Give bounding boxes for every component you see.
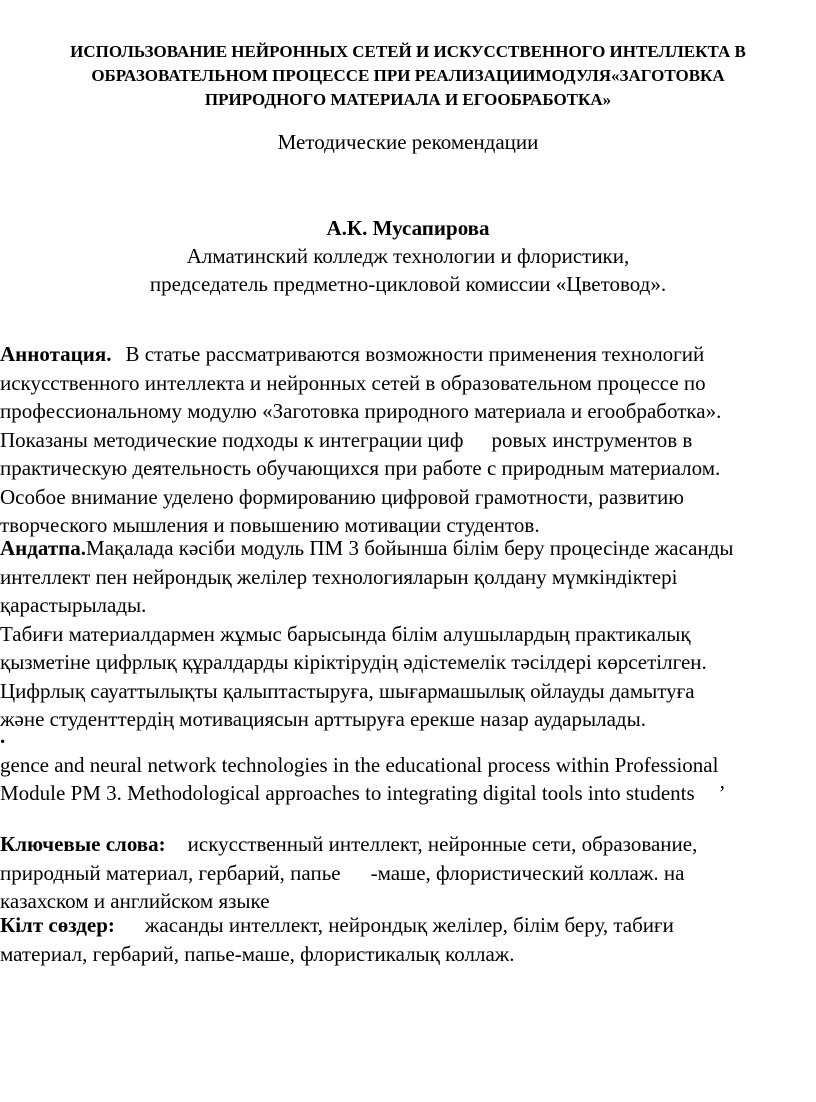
keywords-ru-section bbox=[0, 830, 816, 916]
document-subtitle: Методические рекомендации bbox=[277, 130, 539, 154]
annotation-text: В статье рассматриваются возможности применения технологий bbox=[125, 342, 705, 366]
andatpa-text: Мақалада кәсіби модуль ПМ 3 бойынша білім беру процесінде жасанды bbox=[86, 536, 734, 560]
keywords-ru-text: казахском и английском языке bbox=[0, 889, 270, 913]
andatpa-section bbox=[0, 534, 816, 734]
english-text: Module PM 3. Methodological approaches to integrating digital tools into students bbox=[0, 781, 695, 805]
author-name: А.К. Мусапирова bbox=[326, 216, 490, 240]
annotation-text: искусственного интеллекта и нейронных сетей в образовательном процессе по bbox=[0, 370, 706, 395]
title-line: ИСПОЛЬЗОВАНИЕ НЕЙРОННЫХ СЕТЕЙ И ИСКУССТВЕННОГО ИНТЕЛЛЕКТА В bbox=[70, 42, 746, 61]
english-text: ’ bbox=[718, 781, 726, 805]
annotation-text: Показаны методические подходы к интеграции циф bbox=[0, 427, 464, 452]
annotation-text: Особое внимание уделено формированию цифровой грамотности, развитию bbox=[0, 484, 684, 509]
title-line: ПРИРОДНОГО МАТЕРИАЛА И ЕГООБРАБОТКА» bbox=[204, 90, 612, 109]
andatpa-text: және студенттердің мотивациясын арттыруға ерекше назар аударылады. bbox=[0, 707, 646, 731]
keywords-kz-section bbox=[0, 911, 816, 968]
andatpa-label: Андатпа. bbox=[0, 536, 87, 560]
andatpa-text: Цифрлық сауаттылықты қалыптастыруға, шығармашылық ойлауды дамытуға bbox=[0, 678, 695, 703]
annotation-label: Аннотация. bbox=[0, 342, 112, 366]
annotation-text: практическую деятельность обучающихся при работе с природным материалом. bbox=[0, 456, 721, 480]
keywords-kz-label: Кілт сөздер: bbox=[0, 913, 115, 937]
title-line: ОБРАЗОВАТЕЛЬНОМ ПРОЦЕССЕ ПРИ РЕАЛИЗАЦИИМОДУЛЯ«ЗАГОТОВКА bbox=[91, 66, 725, 85]
keywords-kz-text: жасанды интеллект, нейрондық желілер, білім беру, табиғи bbox=[144, 913, 674, 937]
keywords-ru-text: природный материал, гербарий, папье bbox=[0, 860, 341, 885]
abstract-english bbox=[0, 722, 816, 808]
keywords-kz-text: материал, гербарий, папье-маше, флористикалық коллаж. bbox=[0, 941, 515, 966]
document-title bbox=[0, 40, 816, 112]
annotation-section bbox=[0, 340, 816, 540]
author-affiliation: Алматинский колледж технологии и флористики, bbox=[186, 244, 630, 268]
annotation-text: ровых инструментов в bbox=[491, 427, 693, 452]
author-block bbox=[0, 214, 816, 298]
andatpa-text: қарастырылады. bbox=[0, 593, 147, 617]
andatpa-text: қызметіне цифрлық құралдарды кіріктірудің әдістемелік тәсілдері көрсетілген. bbox=[0, 650, 707, 674]
author-position: председатель предметно-цикловой комиссии «Цветовод». bbox=[149, 272, 667, 296]
keywords-ru-text: -маше, флористический коллаж. на bbox=[370, 860, 685, 885]
andatpa-text: Табиғи материалдармен жұмыс барысында білім алушылардың практикалық bbox=[0, 621, 691, 646]
annotation-text: творческого мышления и повышению мотивации студентов. bbox=[0, 513, 540, 537]
annotation-text: профессиональному модулю «Заготовка природного материала и егообработка». bbox=[0, 399, 722, 423]
keywords-ru-text: искусственный интеллект, нейронные сети, образование, bbox=[187, 832, 698, 856]
andatpa-text: интеллект пен нейрондық желілер технологияларын қолдану мүмкіндіктері bbox=[0, 564, 678, 589]
keywords-ru-label: Ключевые слова: bbox=[0, 832, 166, 856]
english-text: gence and neural network technologies in the educational process within Professional bbox=[0, 752, 719, 777]
english-label: . bbox=[0, 724, 6, 748]
